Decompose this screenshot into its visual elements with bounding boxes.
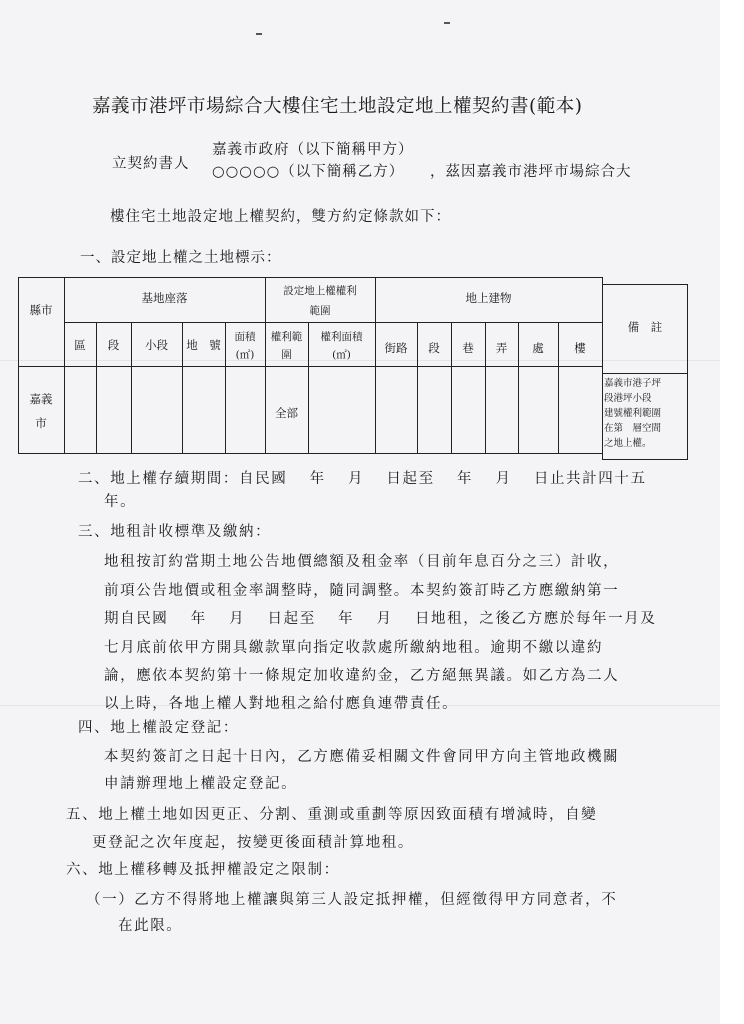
header-range: 範圍	[309, 305, 331, 317]
section-3-line: 七月底前依甲方開具繳款單向指定收款處所繳納地租。逾期不繳以違約	[104, 640, 604, 656]
section-5-text-cont: 更登記之次年度起，按變更後面積計算地租。	[92, 835, 414, 851]
section-5-text: 五、地上權土地如因更正、分割、重測或重劃等原因致面積有增減時，自變	[66, 807, 598, 823]
note-line: 嘉義市港子坪	[604, 378, 662, 389]
section-3-line: 期自民國 年 月 日起至 年 月 日地租，之後乙方應於每年一月及	[104, 611, 657, 627]
sub-section: 段	[107, 338, 120, 352]
sub-building-section: 段	[428, 341, 440, 355]
section-3-line: 前項公告地價或租金率調整時，隨同調整。本契約簽訂時乙方應繳納第一	[104, 583, 620, 599]
sub-right-area: 權利面積	[320, 331, 363, 343]
header-building: 地上建物	[465, 291, 512, 305]
sub-right-range: 權利範	[270, 331, 303, 343]
row-right-range: 全部	[275, 406, 298, 420]
section-1-heading: 一、設定地上權之土地標示：	[80, 250, 282, 266]
section-4-line: 申請辦理地上權設定登記。	[104, 776, 298, 792]
party-a: 嘉義市政府（以下簡稱甲方）	[212, 142, 414, 158]
note-line: 段港坪小段	[604, 393, 652, 404]
section-3-line: 論，應依本契約第十一條規定加收違約金，乙方絕無異議。如乙方為二人	[104, 668, 620, 684]
land-table	[18, 277, 688, 460]
header-right-scope: 設定地上權權利	[283, 285, 357, 297]
sub-area-unit: (㎡)	[235, 349, 255, 361]
sub-place: 處	[532, 341, 544, 355]
scan-edge	[720, 0, 744, 1024]
intro-text: 樓住宅土地設定地上權契約，雙方約定條款如下：	[110, 209, 451, 225]
section-3-line: 以上時，各地上權人對地租之給付應負連帶責任。	[104, 696, 459, 712]
note-line: 在第 層空間	[604, 423, 662, 434]
section-6-heading: 六、地上權移轉及抵押權設定之限制：	[66, 862, 340, 878]
scan-mark	[256, 33, 262, 35]
scan-mark	[444, 22, 450, 24]
party-b-continuation: ，茲因嘉義市港坪市場綜合大	[430, 164, 632, 180]
section-2-text: 二、地上權存續期間：自民國 年 月 日起至 年 月 日止共計四十五	[78, 471, 647, 487]
document-title: 嘉義市港坪市場綜合大樓住宅土地設定地上權契約書(範本)	[92, 96, 583, 117]
section-3-line: 地租按訂約當期土地公告地價總額及租金率（目前年息百分之三）計收，	[104, 554, 620, 570]
sub-street: 街路	[384, 341, 408, 355]
party-b: ○○○○○（以下簡稱乙方）	[212, 164, 405, 180]
sub-floor: 樓	[574, 341, 586, 355]
section-3-heading: 三、地租計收標準及繳納：	[78, 524, 272, 540]
note-line: 之地上權。	[604, 438, 652, 449]
sub-district: 區	[74, 338, 86, 352]
section-4-line: 本契約簽訂之日起十日內，乙方應備妥相關文件會同甲方向主管地政機關	[104, 749, 620, 765]
header-county: 縣市	[29, 303, 53, 317]
sub-right-area-unit: (㎡)	[332, 349, 351, 361]
parties-label: 立契約書人	[112, 156, 190, 172]
sub-lane: 巷	[462, 341, 474, 355]
sub-right-range-2: 圍	[281, 349, 292, 361]
header-land-location: 基地座落	[141, 291, 188, 305]
section-4-heading: 四、地上權設定登記：	[78, 720, 239, 736]
row-note	[604, 376, 686, 451]
sub-lot-number: 地 號	[186, 338, 221, 352]
sub-alley: 弄	[495, 341, 508, 355]
note-line: 建號權利範圍	[604, 408, 662, 419]
header-note: 備 註	[627, 320, 663, 334]
section-6-item-1: （一）乙方不得將地上權讓與第三人設定抵押權，但經徵得甲方同意者，不	[86, 892, 618, 908]
sub-subsection: 小段	[145, 338, 168, 352]
row-county: 嘉義市	[29, 392, 53, 430]
section-2-text-cont: 年。	[104, 494, 137, 510]
section-6-item-1-cont: 在此限。	[118, 918, 183, 934]
sub-area: 面積	[234, 331, 256, 343]
